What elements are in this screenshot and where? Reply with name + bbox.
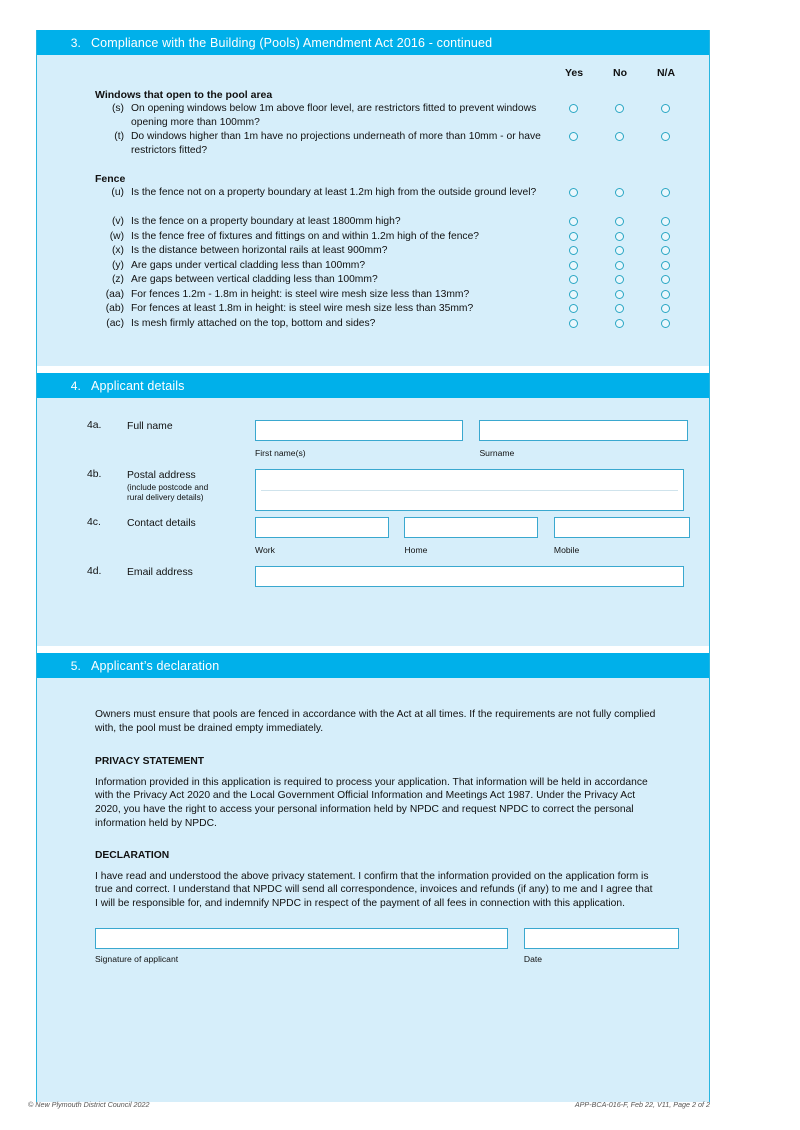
question-label-s: (s) — [111, 103, 124, 114]
radio-y-na[interactable] — [661, 261, 670, 270]
radio-ab-yes[interactable] — [569, 304, 578, 313]
radio-z-no[interactable] — [615, 275, 624, 284]
question-text-u: Is the fence not on a property boundary at least 1.2m high from the outside ground level? — [131, 187, 537, 198]
section-body-4 — [37, 398, 709, 646]
question-text-x: Is the distance between horizontal rails at least 900mm? — [131, 245, 388, 256]
work-phone-input[interactable] — [255, 517, 389, 538]
question-text-z: Are gaps between vertical cladding less than 100mm? — [131, 274, 378, 285]
section-number-3: 3. — [70, 35, 81, 50]
question-row-ac — [37, 317, 709, 332]
question-label-u: (u) — [111, 187, 124, 198]
mobile-caption: Mobile — [553, 545, 580, 555]
mobile-phone-input[interactable] — [554, 517, 690, 538]
declaration-intro-text: Owners must ensure that pools are fenced in accordance with the Act at all times. If the requirements are not fully complied with, the pool must be drained empty immediately. — [95, 709, 656, 734]
question-text-v: Is the fence on a property boundary at least 1800mm high? — [131, 216, 401, 227]
radio-x-na[interactable] — [661, 246, 670, 255]
radio-ac-no[interactable] — [615, 319, 624, 328]
section-title-3: Compliance with the Building (Pools) Amendment Act 2016 - continued — [91, 35, 493, 50]
question-text-ab: For fences at least 1.8m in height: is steel wire mesh size less than 35mm? — [131, 303, 474, 314]
question-label-ab: (ab) — [105, 303, 124, 314]
form-frame — [36, 30, 710, 1102]
radio-ab-na[interactable] — [661, 304, 670, 313]
radio-y-yes[interactable] — [569, 261, 578, 270]
declaration-heading: DECLARATION — [95, 850, 170, 862]
question-row-w — [37, 230, 709, 245]
radio-u-na[interactable] — [661, 188, 670, 197]
date-input[interactable] — [524, 928, 679, 949]
question-label-z: (z) — [111, 274, 124, 285]
radio-u-no[interactable] — [615, 188, 624, 197]
question-row-s — [37, 102, 709, 130]
question-label-ac: (ac) — [106, 317, 124, 329]
postal-address-sub-1: (include postcode and — [127, 482, 209, 492]
field-label-postal-address — [127, 469, 255, 502]
column-header-no: No — [613, 67, 627, 79]
privacy-statement-text: Information provided in this application is required to process your application. That information will be held in accordance with the Privacy Act 2020 and the Local Government Official Information and Meetings Act 1987. Under the Privacy Act 2020, you have the right to access your personal information held by NPDC and request NPDC to correct the personal information held by NPDC. — [95, 776, 648, 829]
email-input[interactable] — [255, 566, 684, 587]
section-header-4 — [37, 373, 709, 398]
section-gap-4-5 — [37, 646, 709, 653]
question-label-aa: (aa) — [105, 288, 124, 300]
radio-s-no[interactable] — [615, 104, 624, 113]
radio-w-yes[interactable] — [569, 232, 578, 241]
surname-caption: Surname — [479, 448, 515, 458]
work-caption: Work — [255, 545, 275, 555]
question-label-w: (w) — [109, 230, 124, 242]
radio-ab-no[interactable] — [615, 304, 624, 313]
field-number-4b: 4b. — [87, 469, 102, 480]
surname-input[interactable] — [479, 420, 688, 441]
field-label-email: Email address — [127, 567, 193, 578]
section-number-5: 5. — [70, 658, 81, 673]
question-label-t: (t) — [114, 131, 124, 142]
radio-z-na[interactable] — [661, 275, 670, 284]
section-number-4: 4. — [70, 378, 81, 393]
question-label-v: (v) — [111, 216, 124, 227]
question-row-ab — [37, 302, 709, 317]
postal-address-rule — [261, 490, 678, 491]
question-label-x: (x) — [111, 245, 124, 256]
postal-address-label-main: Postal address — [127, 470, 196, 481]
contact-details-inputs — [255, 517, 709, 558]
radio-s-yes[interactable] — [569, 104, 578, 113]
field-label-contact-details: Contact details — [127, 518, 196, 529]
section-body-3 — [37, 55, 709, 366]
declaration-content — [37, 678, 709, 966]
radio-v-yes[interactable] — [569, 217, 578, 226]
question-row-t — [37, 130, 709, 159]
radio-aa-na[interactable] — [661, 290, 670, 299]
section-body-5 — [37, 678, 709, 1102]
question-row-v — [37, 215, 709, 230]
column-header-na: N/A — [656, 67, 676, 79]
question-label-y: (y) — [111, 259, 124, 271]
question-text-s: On opening windows below 1m above floor level, are restrictors fitted to prevent windows opening more than 100mm? — [131, 103, 537, 128]
first-name-caption: First name(s) — [255, 448, 306, 458]
radio-y-no[interactable] — [615, 261, 624, 270]
radio-u-yes[interactable] — [569, 188, 578, 197]
signature-input[interactable] — [95, 928, 508, 949]
section-header-5 — [37, 653, 709, 678]
question-text-aa: For fences 1.2m - 1.8m in height: is steel wire mesh size less than 13mm? — [131, 288, 470, 300]
field-label-full-name: Full name — [127, 421, 173, 432]
question-text-ac: Is mesh firmly attached on the top, bottom and sides? — [131, 317, 376, 329]
radio-ac-yes[interactable] — [569, 319, 578, 328]
radio-x-yes[interactable] — [569, 246, 578, 255]
radio-aa-no[interactable] — [615, 290, 624, 299]
radio-aa-yes[interactable] — [569, 290, 578, 299]
field-row-postal-address — [37, 469, 709, 511]
section-header-3 — [37, 30, 709, 55]
group-heading-fence: Fence — [95, 173, 126, 185]
field-number-4d: 4d. — [87, 566, 102, 577]
section-title-5: Applicant’s declaration — [91, 658, 220, 673]
question-row-aa — [37, 288, 709, 303]
question-row-x — [37, 244, 709, 259]
question-row-y — [37, 259, 709, 274]
field-row-email — [37, 566, 709, 587]
question-row-u — [37, 186, 709, 215]
footer-reference: APP-BCA-016-F, Feb 22, V11, Page 2 of 2 — [574, 1100, 710, 1109]
field-number-4c: 4c. — [87, 517, 101, 528]
radio-t-yes[interactable] — [569, 132, 578, 141]
privacy-statement-heading: PRIVACY STATEMENT — [95, 756, 205, 768]
question-text-y: Are gaps under vertical cladding less than 100mm? — [131, 259, 366, 271]
radio-s-na[interactable] — [661, 104, 670, 113]
first-name-input[interactable] — [255, 420, 463, 441]
question-text-t: Do windows higher than 1m have no projections underneath of more than 10mm - or have restrictors fitted? — [131, 131, 541, 156]
field-row-full-name — [37, 420, 709, 461]
declaration-text: I have read and understood the above privacy statement. I confirm that the information provided on the application form is true and correct. I understand that NPDC will send all correspondence, invoices and refunds (if any) to me and I agree that I will be responsible for, and indemnify NPDC in respect of the payment of all fees in connection with this application. — [95, 870, 653, 909]
postal-address-sub-2: rural delivery details) — [127, 492, 204, 502]
page-footer — [0, 1100, 800, 1116]
radio-v-na[interactable] — [661, 217, 670, 226]
signature-caption: Signature of applicant — [95, 953, 179, 964]
radio-v-no[interactable] — [615, 217, 624, 226]
radio-x-no[interactable] — [615, 246, 624, 255]
date-caption: Date — [523, 953, 543, 964]
home-phone-input[interactable] — [404, 517, 538, 538]
home-caption: Home — [404, 545, 428, 555]
postal-address-inputs — [255, 469, 709, 511]
radio-w-no[interactable] — [615, 232, 624, 241]
footer-copyright: © New Plymouth District Council 2022 — [28, 1100, 150, 1109]
question-text-w: Is the fence free of fixtures and fittings on and within 1.2m high of the fence? — [131, 230, 480, 242]
radio-z-yes[interactable] — [569, 275, 578, 284]
field-row-contact-details — [37, 517, 709, 558]
section-title-4: Applicant details — [91, 378, 185, 393]
signature-row — [95, 928, 709, 967]
radio-t-no[interactable] — [615, 132, 624, 141]
question-row-z — [37, 273, 709, 288]
radio-w-na[interactable] — [661, 232, 670, 241]
group-heading-windows: Windows that open to the pool area — [95, 89, 273, 101]
answer-column-headers — [37, 67, 709, 81]
radio-ac-na[interactable] — [661, 319, 670, 328]
radio-t-na[interactable] — [661, 132, 670, 141]
full-name-inputs — [255, 420, 709, 461]
email-inputs — [255, 566, 709, 587]
section-gap-3-4 — [37, 366, 709, 373]
column-header-yes: Yes — [564, 67, 584, 79]
field-number-4a: 4a. — [87, 420, 102, 431]
